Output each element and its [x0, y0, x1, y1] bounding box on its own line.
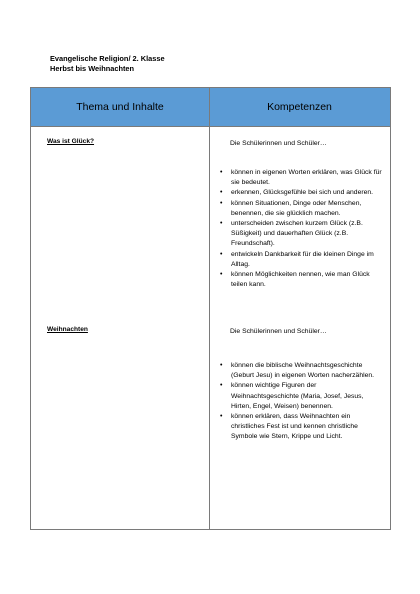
col-header-competencies: Kompetenzen [267, 101, 332, 113]
topic-glueck: Was ist Glück? [47, 138, 95, 145]
bullet-icon: • [220, 220, 223, 228]
bullet-icon: • [220, 382, 223, 390]
list-item: • unterscheiden zwischen kurzem Glück (z.B. Süßigkeit) und dauerhaften Glück (z.B. Freundschaft). [220, 220, 363, 248]
topic-weihnachten: Weihnachten [47, 326, 88, 333]
list-item: • können die biblische Weihnachtsgeschichte (Geburt Jesu) in eigenen Worten nacherzählen. [220, 362, 375, 380]
bullet-icon: • [220, 362, 223, 369]
intro-glueck: Die Schülerinnen und Schüler… [230, 140, 327, 147]
bullet-icon: • [220, 189, 223, 197]
column-divider [209, 88, 210, 529]
header-subject: Evangelische Religion/ 2. Klasse [50, 54, 165, 63]
header-period: Herbst bis Weihnachten [50, 64, 135, 73]
bullet-icon: • [220, 169, 223, 176]
bullet-icon: • [220, 199, 223, 207]
list-item: • können in eigenen Worten erklären, was Glück für sie bedeutet. [220, 169, 382, 187]
list-item: • entwickeln Dankbarkeit für die kleinen Dinge im Alltag. [220, 250, 374, 268]
curriculum-table [30, 87, 391, 530]
list-item: • erkennen, Glücksgefühle bei sich und anderen. [217, 188, 385, 198]
bullet-icon: • [220, 271, 223, 279]
competency-list-glueck [217, 168, 385, 290]
list-item: • können Situationen, Dinge oder Menschen, benennen, die sie glücklich machen. [220, 199, 362, 217]
list-item: • können erklären, dass Weihnachten ein christliches Fest ist und kennen christliche Symbole wie Stern, Krippe und Licht. [220, 413, 358, 441]
intro-weihnachten: Die Schülerinnen und Schüler… [230, 328, 327, 335]
col-header-topics: Thema und Inhalte [76, 101, 164, 113]
bullet-icon: • [220, 250, 223, 258]
table-header-row [31, 88, 390, 127]
bullet-icon: • [220, 413, 223, 421]
list-item: • können wichtige Figuren der Weihnachtsgeschichte (Maria, Josef, Jesus, Hirten, Engel, Weisen) benennen. [220, 382, 364, 410]
competency-list-weihnachten [217, 361, 385, 443]
list-item: • können Möglichkeiten nennen, wie man Glück teilen kann. [220, 271, 370, 289]
document-header [50, 54, 165, 74]
